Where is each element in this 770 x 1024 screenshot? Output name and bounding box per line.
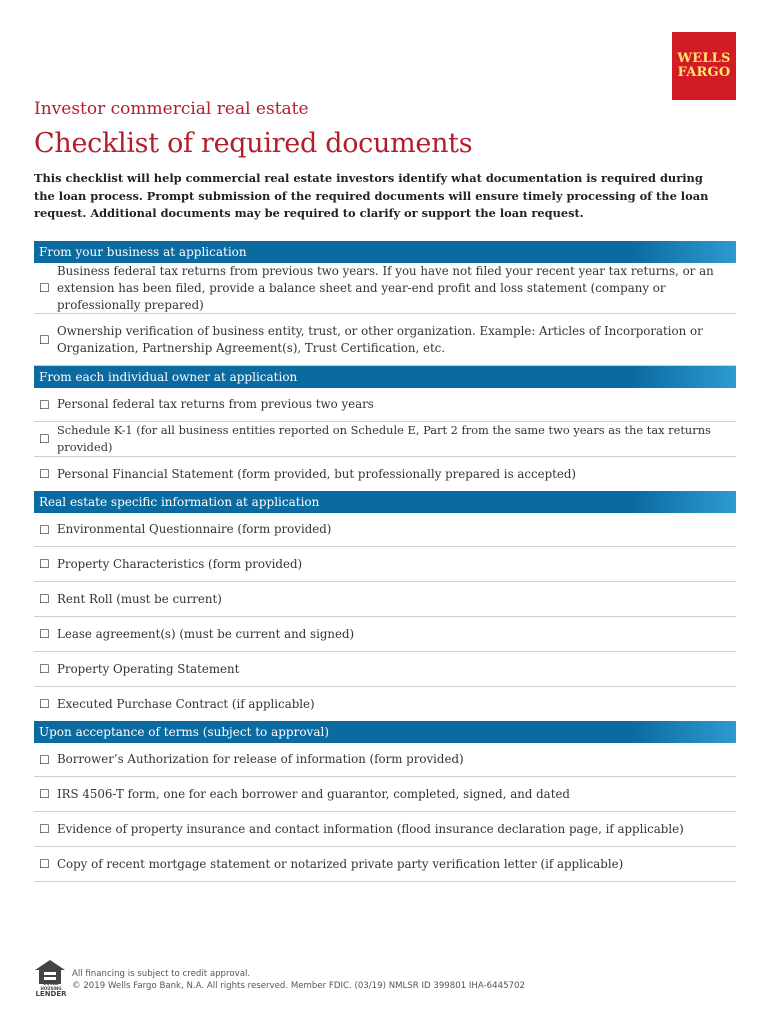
footer-line2: © 2019 Wells Fargo Bank, N.A. All rights reserved. Member FDIC. (03/19) NMLSR ID 399801 IHA-6445702 [72, 981, 525, 991]
checkbox-icon[interactable]: ☐ [39, 522, 50, 537]
item-label: Property Characteristics (form provided) [57, 556, 303, 571]
item-label: Copy of recent mortgage statement or notarized private party verification letter (if applicable) [57, 856, 624, 871]
checkbox-icon[interactable]: ☐ [39, 397, 50, 412]
checklist-item[interactable] [34, 617, 736, 652]
item-label: Evidence of property insurance and contact information (flood insurance declaration page, if applicable) [57, 821, 684, 836]
checkbox-icon[interactable]: ☐ [39, 557, 50, 571]
item-label: Personal Financial Statement (form provided, but professionally prepared is accepted) [57, 466, 577, 481]
checklist-item[interactable] [34, 263, 736, 314]
footer-text [72, 968, 525, 992]
checkbox-icon[interactable]: ☐ [39, 281, 50, 295]
item-label: IRS 4506-T form, one for each borrower and guarantor, completed, signed, and dated [57, 786, 570, 801]
eho-line1: EQUAL HOUSING [40, 981, 62, 991]
intro-paragraph: This checklist will help commercial real estate investors identify what documentation is required during the loan process. Prompt submission of the required documents will ensure timely processing of the loan request. Additional documents may be required to clarify or support the loan request. [34, 171, 709, 220]
checklist-item[interactable] [34, 388, 736, 422]
item-label: Environmental Questionnaire (form provided) [57, 522, 332, 536]
section-individual-owner [34, 366, 736, 492]
checklist-item[interactable] [34, 513, 736, 547]
logo-line2: FARGO [677, 65, 731, 80]
section-header: From your business at application [34, 241, 736, 263]
equal-housing-label [34, 981, 68, 998]
checklist-item[interactable] [34, 847, 736, 882]
item-label: Executed Purchase Contract (if applicable) [57, 696, 315, 711]
item-label: Ownership verification of business entity, trust, or other organization. Example: Articles of Incorporation or Organization, Partnership Agreement(s), Trust Certification, etc. [57, 323, 703, 355]
footer [34, 955, 534, 998]
checkbox-icon[interactable]: ☐ [39, 787, 50, 801]
checkbox-icon[interactable]: ☐ [39, 662, 50, 676]
checklist-item[interactable] [34, 457, 736, 492]
logo-line1: WELLS [677, 51, 731, 66]
item-label: Borrower’s Authorization for release of information (form provided) [57, 752, 464, 766]
checklist-item[interactable] [34, 687, 736, 722]
section-header: Upon acceptance of terms (subject to approval) [34, 721, 736, 743]
item-label: Business federal tax returns from previous two years. If you have not filed your recent year tax returns, or an extension has been filed, provide a balance sheet and year-end profit and loss statement (company or professionally prepared) [57, 263, 714, 312]
checkbox-icon[interactable]: ☐ [39, 697, 50, 711]
item-label: Rent Roll (must be current) [57, 591, 222, 606]
checklist-item[interactable] [34, 314, 736, 366]
checkbox-icon[interactable]: ☐ [39, 332, 50, 347]
checkbox-icon[interactable]: ☐ [39, 822, 50, 836]
checklist-item[interactable] [34, 777, 736, 812]
footer-line1: All financing is subject to credit approval. [72, 969, 251, 979]
item-label: Property Operating Statement [57, 661, 240, 676]
checkbox-icon[interactable]: ☐ [39, 627, 50, 641]
section-business [34, 241, 736, 366]
checklist-item[interactable] [34, 547, 736, 582]
eho-line2: LENDER [35, 990, 67, 998]
section-header: Real estate specific information at application [34, 491, 736, 513]
checkbox-icon[interactable]: ☐ [39, 752, 50, 767]
checklist-item[interactable] [34, 812, 736, 847]
page-subtitle: Investor commercial real estate [34, 99, 309, 119]
section-header: From each individual owner at application [34, 366, 736, 388]
checklist-item[interactable] [34, 582, 736, 617]
checklist-item[interactable] [34, 422, 736, 457]
checklist-item[interactable] [34, 652, 736, 687]
item-label: Lease agreement(s) (must be current and signed) [57, 626, 355, 641]
wells-fargo-logo [672, 32, 736, 100]
item-label: Schedule K-1 (for all business entities reported on Schedule E, Part 2 from the same two years as the tax returns provided) [57, 423, 711, 454]
page-title: Checklist of required documents [34, 128, 473, 159]
checkbox-icon[interactable]: ☐ [39, 857, 50, 871]
section-real-estate [34, 491, 736, 722]
checkbox-icon[interactable]: ☐ [39, 467, 50, 481]
item-label: Personal federal tax returns from previous two years [57, 397, 374, 411]
checkbox-icon[interactable]: ☐ [39, 432, 50, 446]
checkbox-icon[interactable]: ☐ [39, 592, 50, 606]
section-acceptance [34, 721, 736, 882]
checklist-item[interactable] [34, 743, 736, 777]
